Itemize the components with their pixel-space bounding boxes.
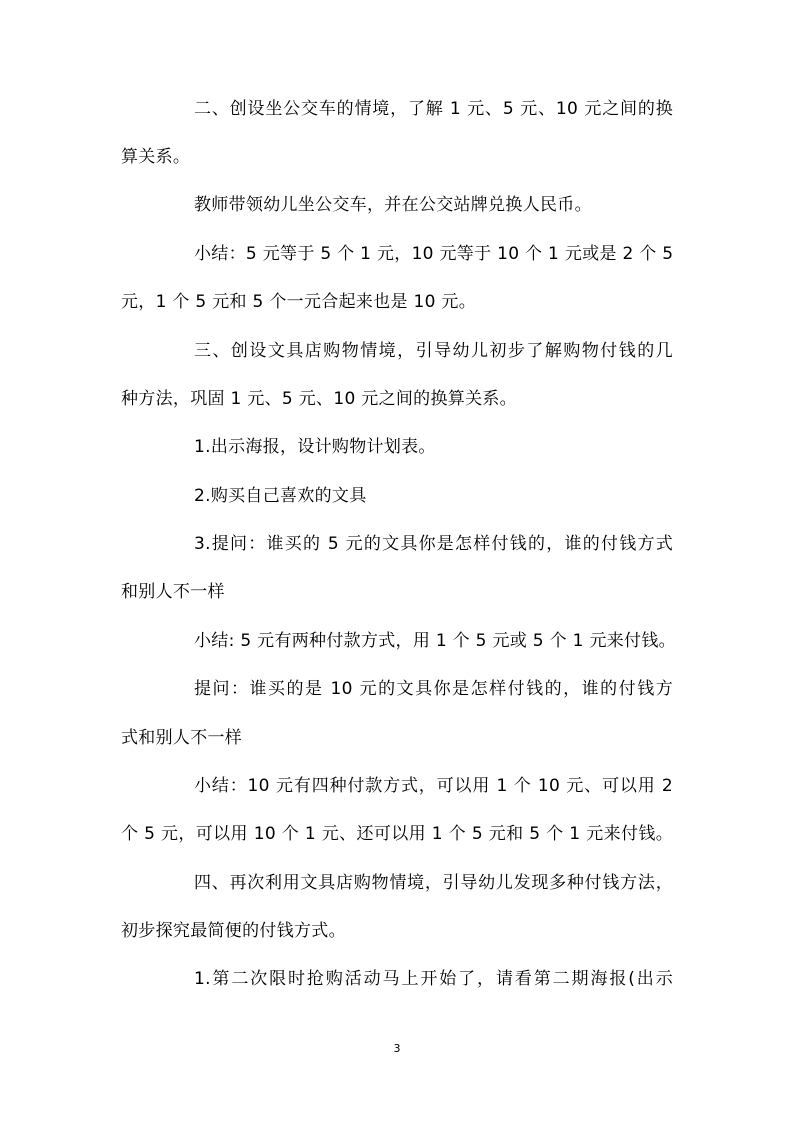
paragraph-line: 和别人不一样 [121,582,225,602]
paragraph-line: 教师带领幼儿坐公交车，并在公交站牌兑换人民币。 [194,195,592,215]
paragraph-line: 1.第二次限时抢购活动马上开始了，请看第二期海报(出示 [194,969,673,989]
paragraph-line: 元，1 个 5 元和 5 个一元合起来也是 10 元。 [121,292,477,312]
paragraph-line: 小结：10 元有四种付款方式，可以用 1 个 10 元、可以用 2 [194,776,673,796]
paragraph-line: 个 5 元，可以用 10 个 1 元、还可以用 1 个 5 元和 5 个 1 元来付钱。 [121,824,673,844]
paragraph-line: 1.出示海报，设计购物计划表。 [194,437,436,457]
paragraph-line: 算关系。 [121,147,191,167]
page-number: 3 [393,1042,401,1055]
paragraph-line: 三、创设文具店购物情境，引导幼儿初步了解购物付钱的几 [194,341,673,361]
paragraph-line: 二、创设坐公交车的情境，了解 1 元、5 元、10 元之间的换 [194,99,673,119]
paragraph-line: 小结：5 元等于 5 个 1 元，10 元等于 10 个 1 元或是 2 个 5 [194,244,674,264]
paragraph-line: 小结: 5 元有两种付款方式，用 1 个 5 元或 5 个 1 元来付钱。 [194,631,676,651]
paragraph-line: 2.购买自己喜欢的文具 [194,486,367,506]
paragraph-line: 种方法，巩固 1 元、5 元、10 元之间的换算关系。 [121,389,517,409]
paragraph-line: 四、再次利用文具店购物情境，引导幼儿发现多种付钱方法， [194,873,673,893]
paragraph-line: 3.提问：谁买的 5 元的文具你是怎样付钱的，谁的付钱方式 [194,534,673,554]
paragraph-line: 式和别人不一样 [121,728,243,748]
paragraph-line: 初步探究最简便的付钱方式。 [121,921,346,941]
paragraph-line: 提问：谁买的是 10 元的文具你是怎样付钱的，谁的付钱方 [194,679,673,699]
